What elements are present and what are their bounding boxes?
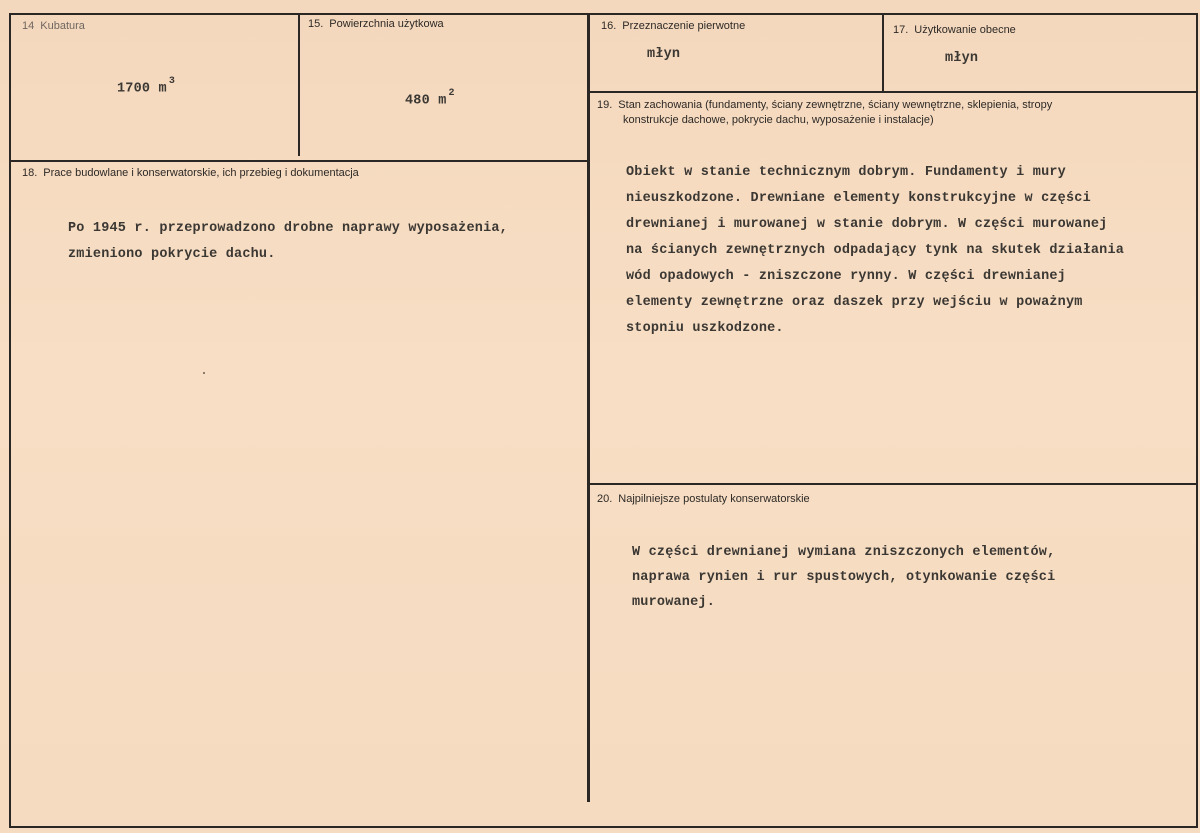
divider-14-15 <box>298 14 300 156</box>
cubature-unit: m <box>158 81 167 97</box>
field-20-line: murowanej. <box>632 595 716 610</box>
area-number: 480 <box>405 93 430 109</box>
field-16-title: Przeznaczenie pierwotne <box>622 20 746 32</box>
divider-under-16-17 <box>589 91 1197 93</box>
field-19-line: na ścianych zewnętrznych odpadający tynk na skutek działania <box>626 243 1125 258</box>
field-20-text <box>632 540 1055 615</box>
field-14-title: Kubatura <box>40 20 85 32</box>
field-17-title: Użytkowanie obecne <box>914 24 1016 36</box>
field-18-number: 18. <box>22 167 38 179</box>
field-14-label <box>22 20 85 33</box>
field-18-line: Po 1945 r. przeprowadzono drobne naprawy wyposażenia, <box>68 221 508 236</box>
field-19-line: nieuszkodzone. Drewniane elementy konstrukcyjne w części <box>626 191 1091 206</box>
cubature-number: 1700 <box>117 81 151 97</box>
field-17-value: młyn <box>945 51 979 66</box>
field-20-number: 20. <box>597 493 613 505</box>
field-16-number: 16. <box>601 20 617 32</box>
field-18-title: Prace budowlane i konserwatorskie, ich przebieg i dokumentacja <box>43 167 359 179</box>
area-unit: m <box>438 93 447 109</box>
field-20-title: Najpilniejsze postulaty konserwatorskie <box>618 493 810 505</box>
field-14-value <box>117 76 176 97</box>
field-20-line: W części drewnianej wymiana zniszczonych elementów, <box>632 545 1056 560</box>
field-18-line: zmieniono pokrycie dachu. <box>68 247 276 262</box>
main-column-divider <box>587 14 590 802</box>
field-19-line: Obiekt w stanie technicznym dobrym. Fundamenty i mury <box>626 165 1066 180</box>
field-19-line: wód opadowych - zniszczone rynny. W części drewnianej <box>626 269 1066 284</box>
field-15-label <box>308 18 444 31</box>
field-19-number: 19. <box>597 99 613 111</box>
field-17-label <box>893 24 1016 37</box>
field-15-title: Powierzchnia użytkowa <box>329 18 444 30</box>
field-18-label <box>22 167 359 180</box>
right-border-line <box>1196 13 1198 828</box>
field-19-label <box>597 98 1052 128</box>
divider-under-19 <box>589 483 1197 485</box>
field-16-label <box>601 20 745 33</box>
top-border-line <box>10 13 1198 15</box>
left-border-line <box>9 13 11 828</box>
field-19-title-line1: Stan zachowania (fundamenty, ściany zewnętrzne, ściany wewnętrzne, sklepienia, stropy <box>618 99 1053 111</box>
field-18-text <box>68 216 508 268</box>
cubature-exponent: 3 <box>168 76 176 87</box>
field-15-value <box>405 88 455 109</box>
area-exponent: 2 <box>448 88 455 99</box>
field-15-number: 15. <box>308 18 324 30</box>
field-17-number: 17. <box>893 24 909 36</box>
field-19-line: stopniu uszkodzone. <box>626 321 784 336</box>
field-16-value: młyn <box>647 47 681 62</box>
field-19-line: drewnianej i murowanej w stanie dobrym. W części murowanej <box>626 217 1108 232</box>
divider-under-14-15 <box>10 160 588 162</box>
bottom-border-line <box>9 826 1198 828</box>
field-20-line: naprawa rynien i rur spustowych, otynkowanie części <box>632 570 1056 585</box>
field-20-label <box>597 493 810 506</box>
field-14-number: 14 <box>22 20 35 32</box>
field-19-text <box>626 160 1124 342</box>
divider-16-17 <box>882 14 884 91</box>
field-19-line: elementy zewnętrzne oraz daszek przy wejściu w poważnym <box>626 295 1083 310</box>
field-19-title-line2: konstrukcje dachowe, pokrycie dachu, wyposażenie i instalacje) <box>623 114 934 126</box>
paper-speck <box>203 372 205 374</box>
